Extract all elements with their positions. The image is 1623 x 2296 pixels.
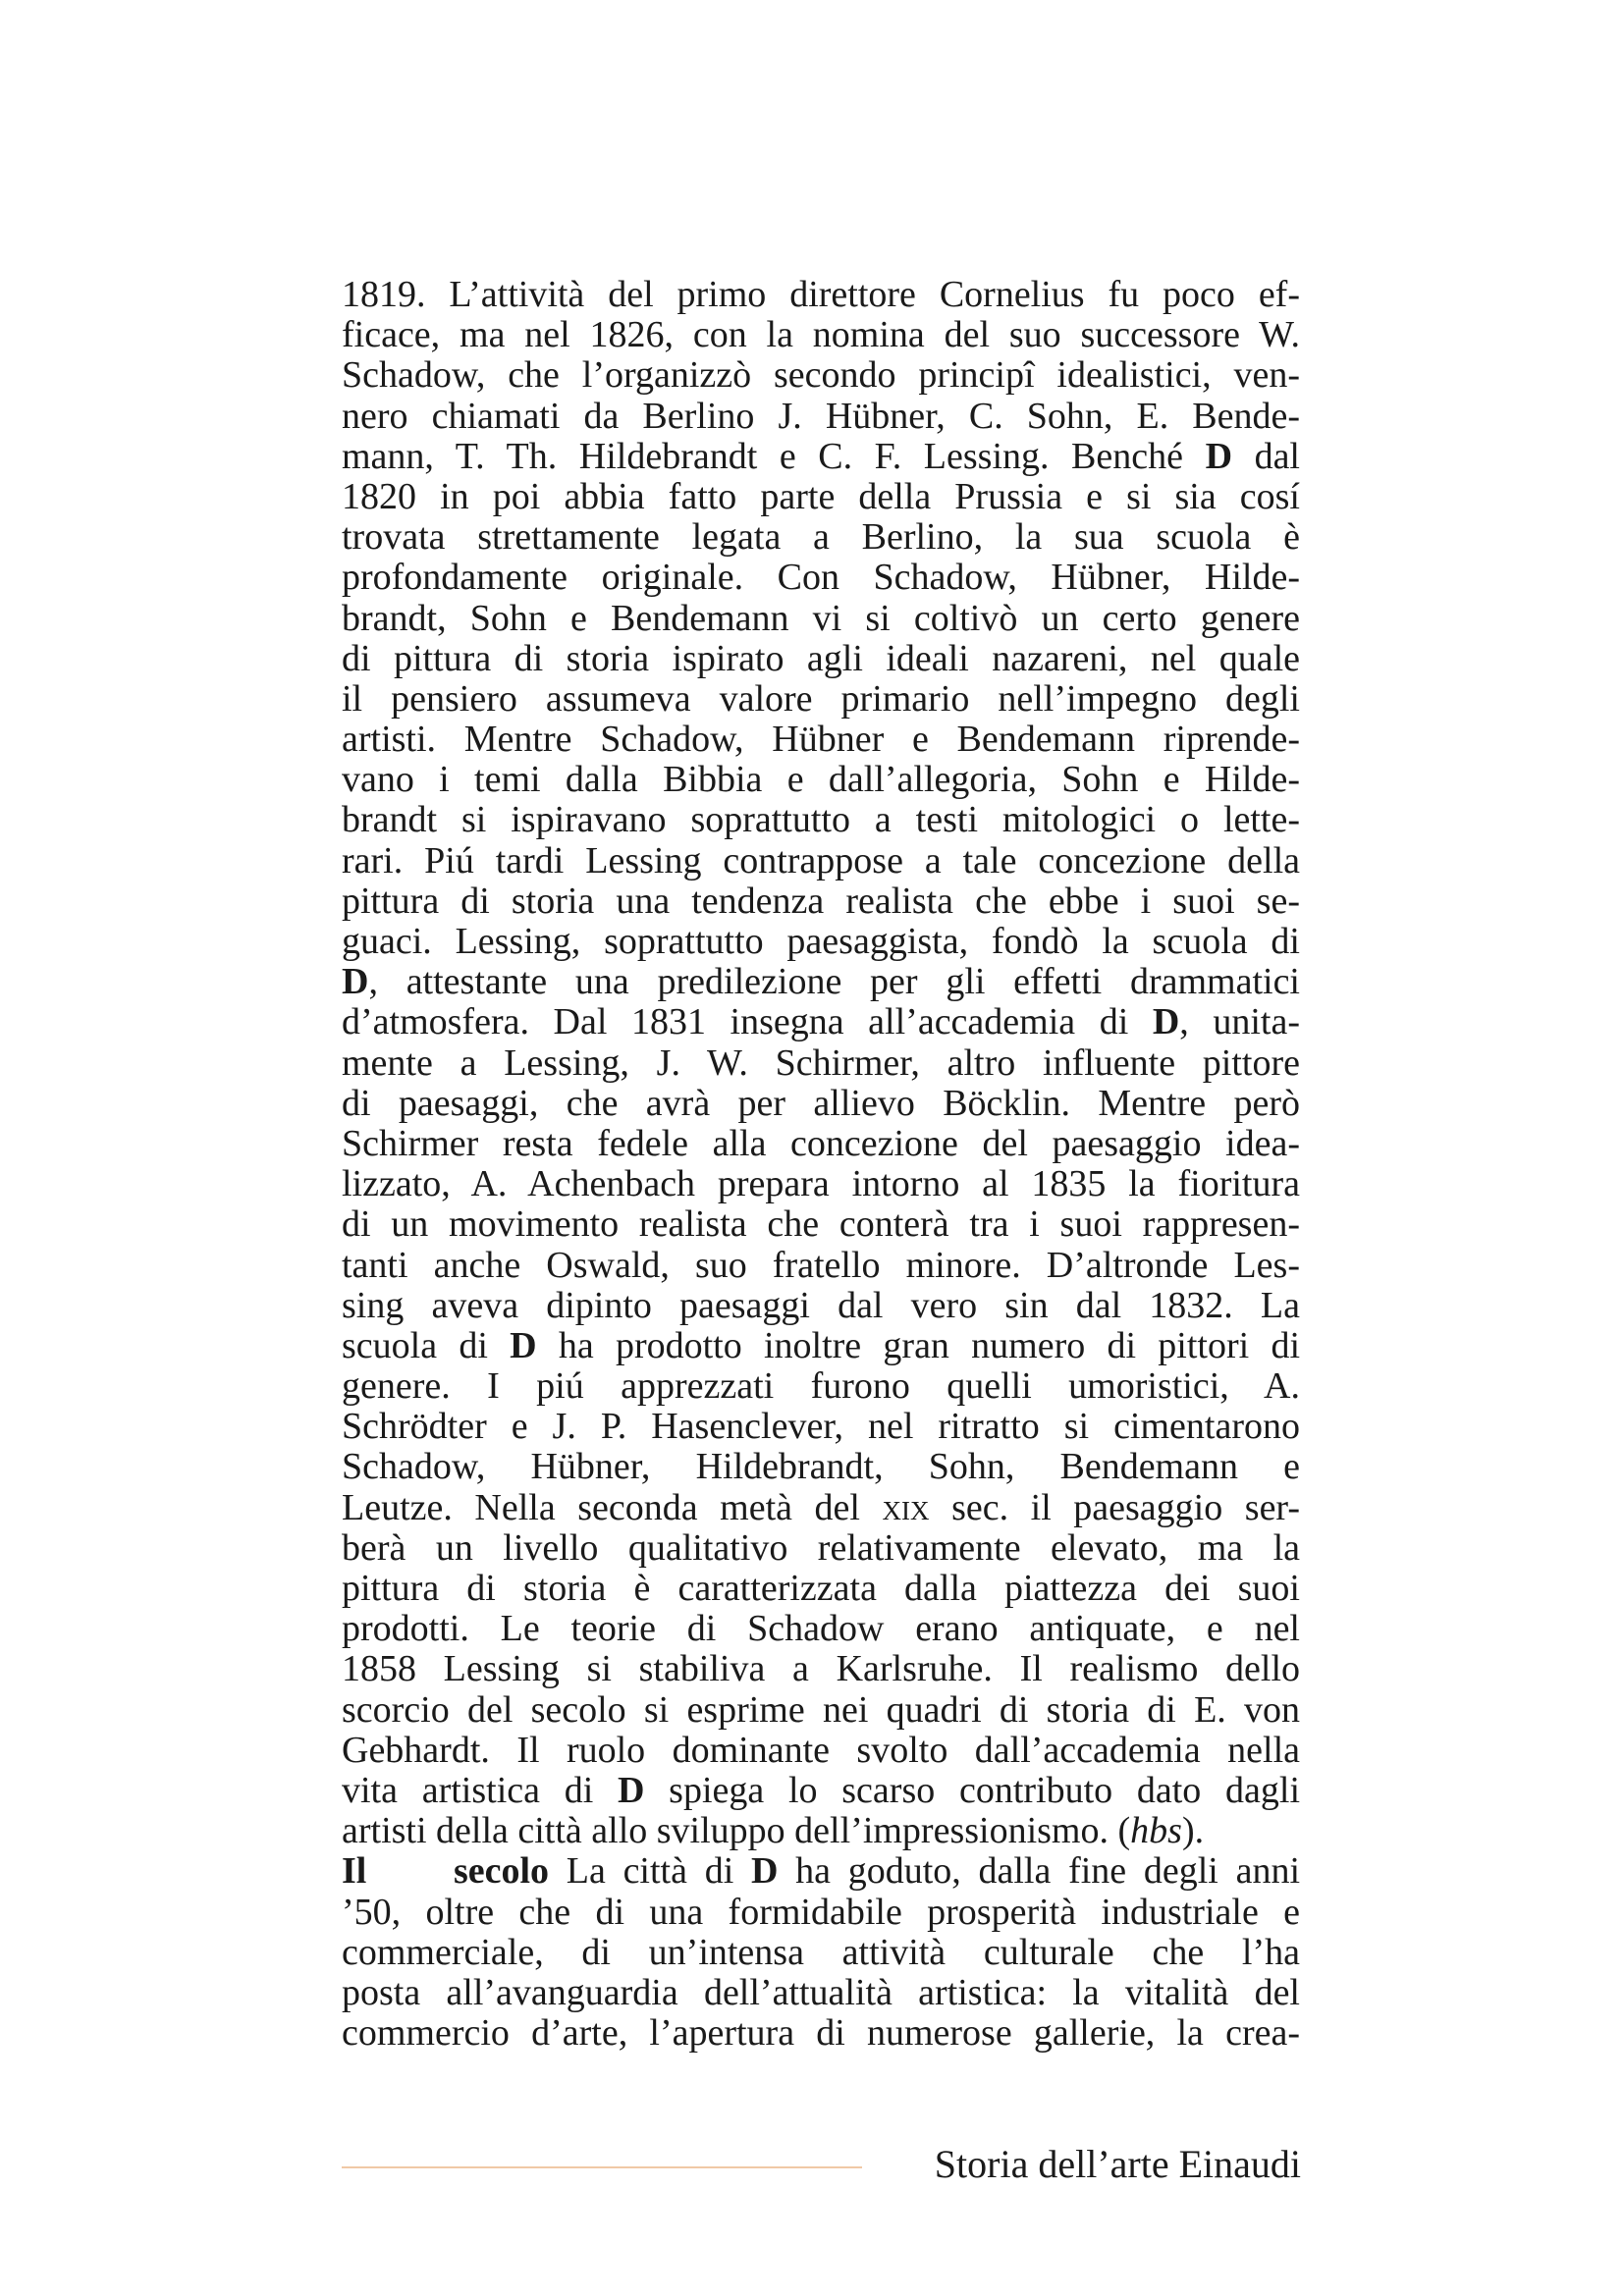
text-line: scorcio del secolo si esprime nei quadri di storia di E. von xyxy=(342,1688,1300,1731)
footer-title: Storia dell’arte Einaudi xyxy=(934,2142,1301,2186)
text-line: brandt si ispiravano soprattutto a testi mitologici o lette- xyxy=(342,799,1300,841)
text-line: Leutze. Nella seconda metà del xix sec. il paesaggio ser- xyxy=(342,1486,1300,1528)
text-line: D, attestante una predilezione per gli effetti drammatici xyxy=(342,961,1300,1003)
text-line: il pensiero assumeva valore primario nell’impegno degli xyxy=(342,677,1300,720)
text-line: artisti. Mentre Schadow, Hübner e Bendemann riprende- xyxy=(342,719,1300,761)
text-line: genere. I piú apprezzati furono quelli umoristici, A. xyxy=(342,1365,1300,1408)
text-line: rari. Piú tardi Lessing contrappose a tale concezione della xyxy=(342,839,1300,881)
text-line: brandt, Sohn e Bendemann vi si coltivò un certo genere xyxy=(342,597,1300,639)
text-line: lizzato, A. Achenbach prepara intorno al 1835 la fioritura xyxy=(342,1163,1300,1205)
text-line: guaci. Lessing, soprattutto paesaggista, fondò la scuola di xyxy=(342,921,1300,962)
text-line: trovata strettamente legata a Berlino, la sua scuola è xyxy=(342,516,1300,559)
body-text xyxy=(342,275,1300,2054)
text-line: ficace, ma nel 1826, con la nomina del suo successore W. xyxy=(342,314,1300,356)
text-line: posta all’avanguardia dell’attualità artistica: la vitalità del xyxy=(342,1971,1300,2013)
text-line: Schadow, che l’organizzò secondo principî idealistici, ven- xyxy=(342,354,1300,397)
text-line: profondamente originale. Con Schadow, Hübner, Hilde- xyxy=(342,557,1300,599)
text-line: prodotti. Le teorie di Schadow erano antiquate, e nel xyxy=(342,1608,1300,1650)
text-line: di paesaggi, che avrà per allievo Böcklin. Mentre però xyxy=(342,1082,1300,1124)
text-line: sing aveva dipinto paesaggi dal vero sin dal 1832. La xyxy=(342,1284,1300,1326)
text-line: mann, T. Th. Hildebrandt e C. F. Lessing. Benché D dal xyxy=(342,435,1300,477)
text-line: ’50, oltre che di una formidabile prosperità industriale e xyxy=(342,1891,1300,1933)
text-line: berà un livello qualitativo relativamente elevato, ma la xyxy=(342,1526,1300,1569)
text-line: vita artistica di D spiega lo scarso contributo dato dagli xyxy=(342,1769,1301,1811)
text-line: Gebhardt. Il ruolo dominante svolto dall’accademia nella xyxy=(342,1729,1300,1771)
text-line: Schrödter e J. P. Hasenclever, nel ritratto si cimentarono xyxy=(342,1406,1300,1448)
text-line: Schadow, Hübner, Hildebrandt, Sohn, Bendemann e xyxy=(342,1446,1300,1488)
text-line: tanti anche Oswald, suo fratello minore. D’altronde Les- xyxy=(342,1244,1300,1286)
text-line: Schirmer resta fedele alla concezione del paesaggio idea- xyxy=(342,1122,1300,1164)
text-line: d’atmosfera. Dal 1831 insegna all’accademia di D, unita- xyxy=(342,1001,1301,1043)
text-line: pittura di storia una tendenza realista che ebbe i suoi se- xyxy=(342,880,1300,922)
text-line: di pittura di storia ispirato agli ideali nazareni, nel quale xyxy=(342,637,1300,679)
text-line: pittura di storia è caratterizzata dalla piattezza dei suoi xyxy=(342,1568,1300,1609)
text-line: 1858 Lessing si stabiliva a Karlsruhe. Il realismo dello xyxy=(342,1648,1300,1690)
text-line: 1820 in poi abbia fatto parte della Prussia e si sia cosí xyxy=(342,475,1300,517)
footer-rule xyxy=(342,2166,862,2168)
text-line: commercio d’arte, l’apertura di numerose gallerie, la crea- xyxy=(342,2012,1300,2055)
text-line: vano i temi dalla Bibbia e dall’allegoria, Sohn e Hilde- xyxy=(342,759,1300,801)
text-line: artisti della città allo sviluppo dell’impressionismo. (hbs). xyxy=(342,1810,1205,1852)
text-line: commerciale, di un’intensa attività culturale che l’ha xyxy=(342,1931,1300,1973)
text-line: di un movimento realista che conterà tra i suoi rappresen- xyxy=(342,1203,1300,1246)
text-line: 1819. L’attività del primo direttore Cornelius fu poco ef- xyxy=(342,274,1300,315)
text-line: scuola di D ha prodotto inoltre gran numero di pittori di xyxy=(342,1324,1300,1366)
text-line: mente a Lessing, J. W. Schirmer, altro influente pittore xyxy=(342,1041,1300,1084)
text-line: Il secolo La città di D ha goduto, dalla fine degli anni xyxy=(342,1850,1300,1893)
text-line: nero chiamati da Berlino J. Hübner, C. Sohn, E. Bende- xyxy=(342,395,1300,437)
